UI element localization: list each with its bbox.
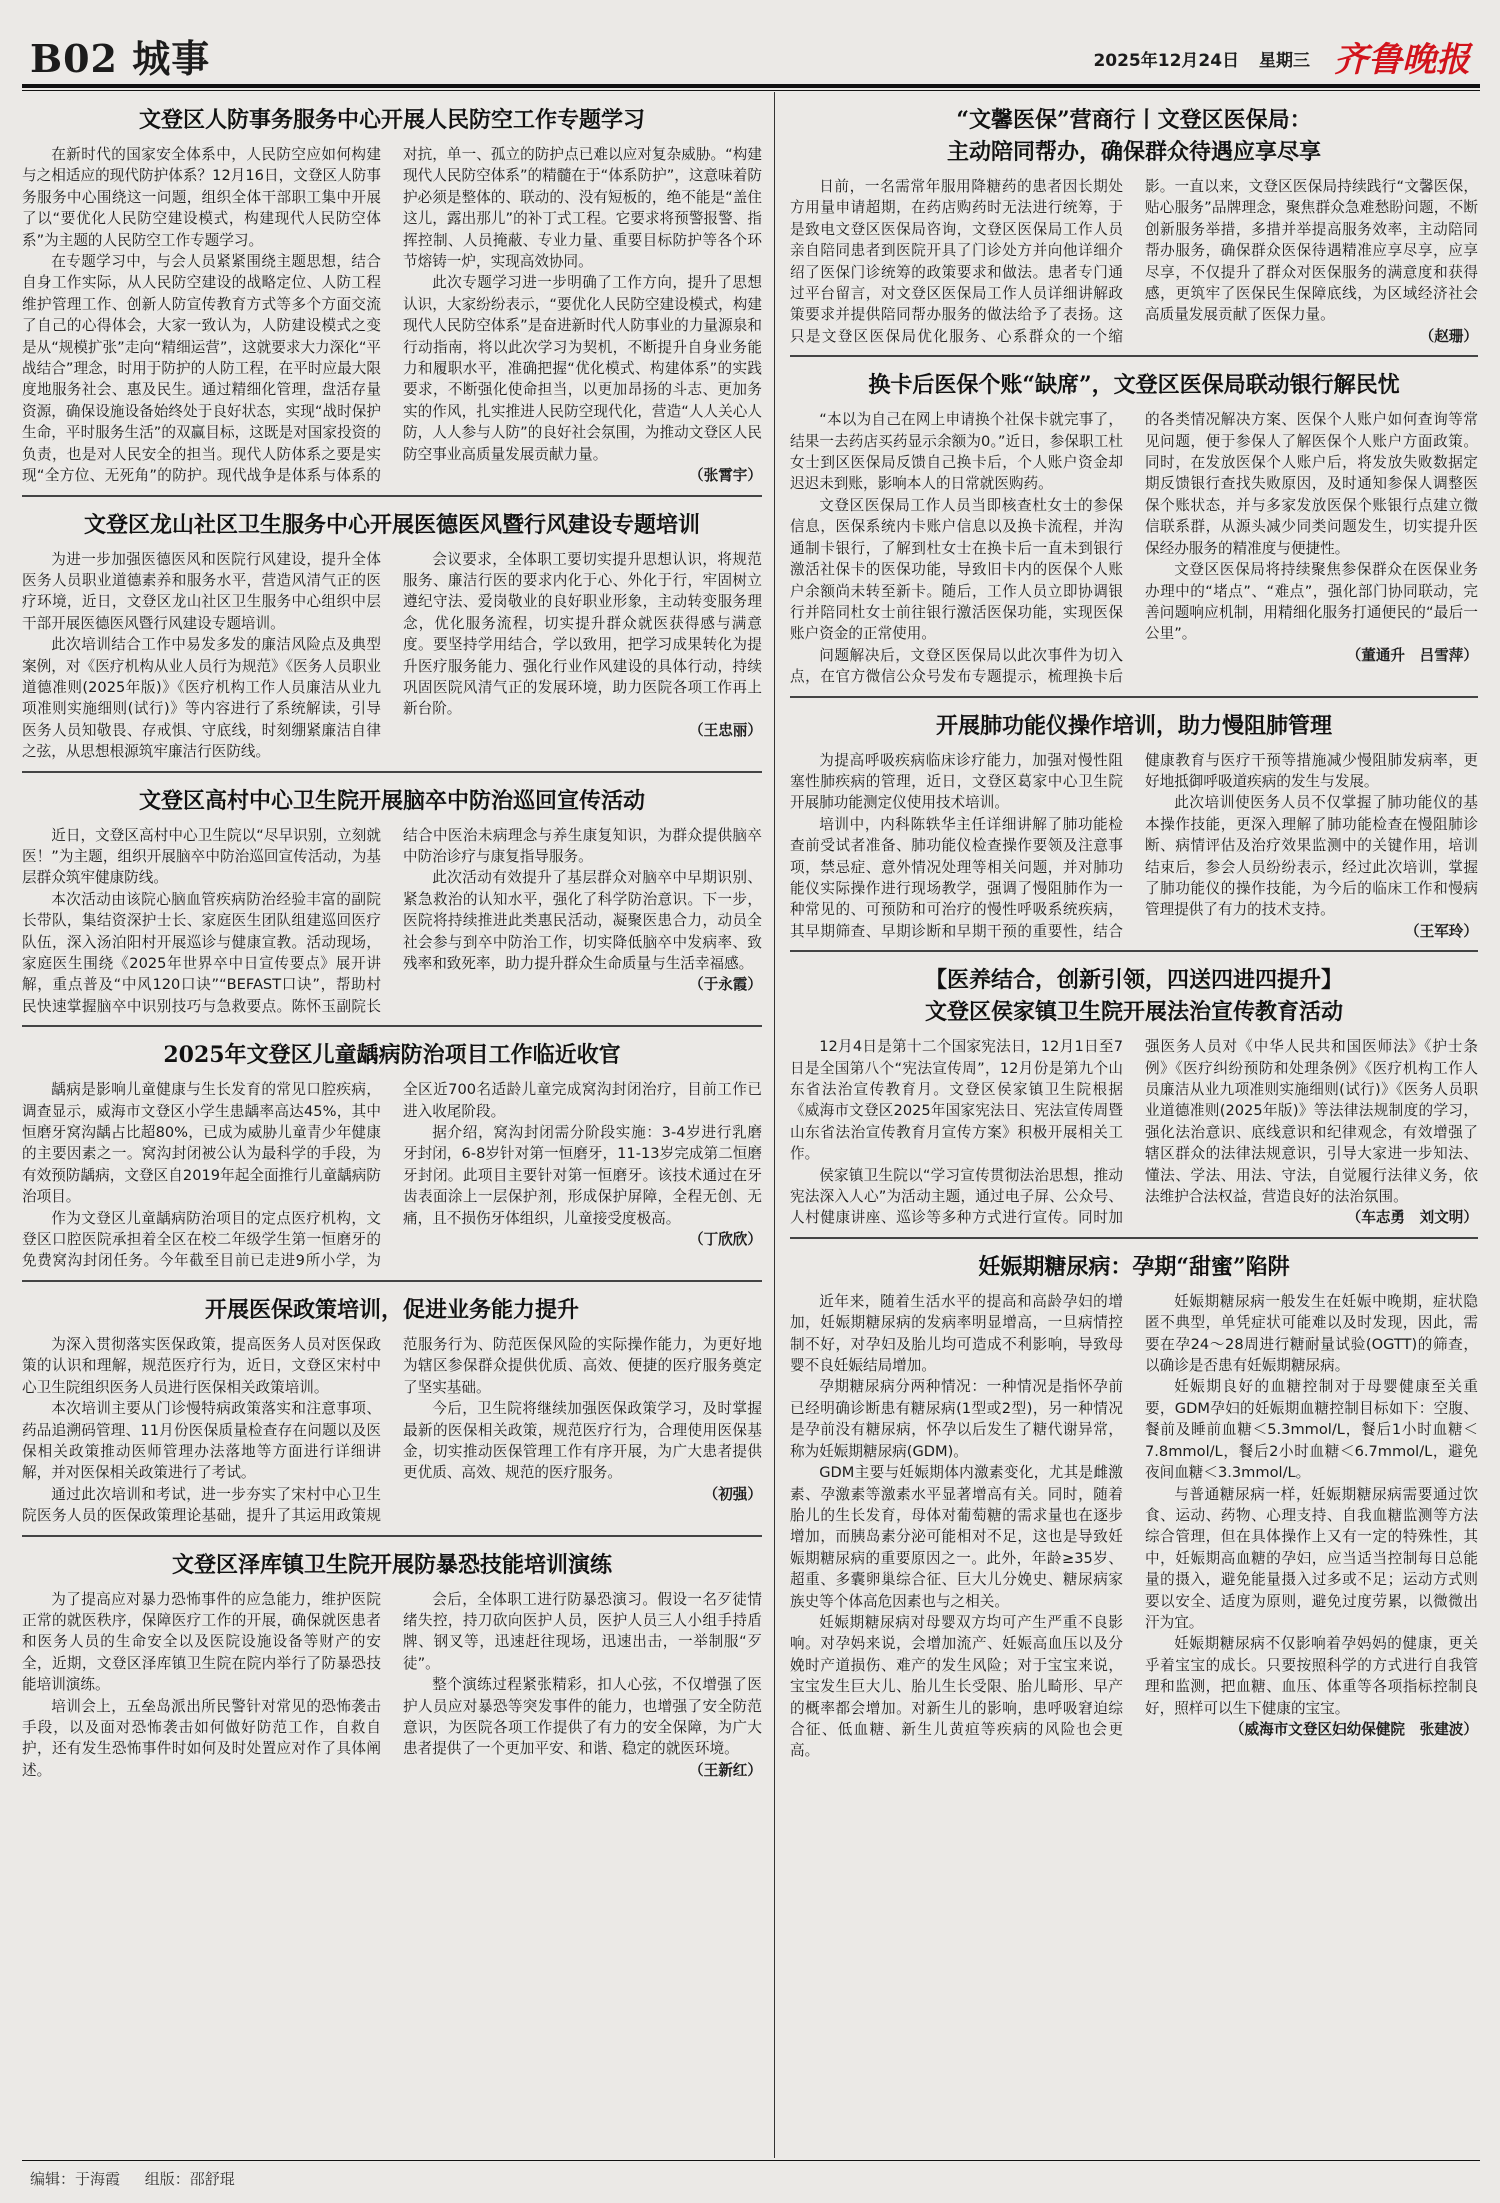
- article-paragraph: 近日，文登区高村中心卫生院以“尽早识别，立刻就医！”为主题，组织开展脑卒中防治巡回宣传活动，为基层群众筑牢健康防线。: [22, 826, 381, 887]
- article-headline: [22, 1549, 762, 1581]
- article-paragraph: 为了提高应对暴力恐怖事件的应急能力，维护医院正常的就医秩序，保障医疗工作的开展，确保就医患者和医务人员的生命安全以及医院设施设备等财产的安全，近期，文登区泽库镇卫生院在院内举行了防暴恐技能培训演练。: [22, 1590, 381, 1694]
- article-headline: [22, 104, 762, 136]
- article-byline: （初强）: [703, 1485, 762, 1503]
- article: [790, 1239, 1478, 1770]
- article-paragraph: 培训中，内科陈轶华主任详细讲解了肺功能检查前受试者准备、肺功能仪检查操作要领及注意事项，禁忌症、意外情况处理等相关问题，并对肺功能仪实际操作进行现场教学，强调了慢阻肺作为一种常见的、可预防和可治疗的慢性呼吸系统疾病，其早期筛查、早期诊断和早期干预的重要性，结合健康教育与医疗干预等措施减少慢阻肺发病率，更好地抵御呼吸道疾病的发生与发展。: [790, 751, 1478, 940]
- article-paragraph: 会议要求，全体职工要切实提升思想认识，将规范服务、廉洁行医的要求内化于心、外化于行，牢固树立遵纪守法、爱岗敬业的良好职业形象，主动转变服务理念，优化服务流程，切实提升群众就医获得感与满意度。要坚持学用结合，学以致用，把学习成果转化为提升医疗服务能力、强化行业作风建设的具体行动，持续巩固医院风清气正的发展环境，助力医院各项工作再上新台阶。: [403, 550, 762, 718]
- article-paragraph: 妊娠期糖尿病一般发生在妊娠中晚期，症状隐匿不典型，单凭症状可能难以及时发现，因此，需要在孕24～28周进行糖耐量试验(OGTT)的筛查，以确诊是否患有妊娠期糖尿病。: [1145, 1292, 1478, 1375]
- article: [22, 1027, 762, 1280]
- article-title: 文登区龙山社区卫生服务中心开展医德医风暨行风建设专题培训: [83, 511, 700, 538]
- article-paragraph: 为深入贯彻落实医保政策，提高医务人员对医保政策的认识和理解，规范医疗行为，近日，文登区宋村中心卫生院组织医务人员进行医保相关政策培训。: [22, 1335, 381, 1396]
- article-headline: [790, 1251, 1478, 1283]
- article-byline: （赵珊）: [1419, 327, 1478, 345]
- article-paragraph: 此次培训使医务人员不仅掌握了肺功能仪的基本操作技能，更深入理解了肺功能检查在慢阻肺诊断、病情评估及治疗效果监测中的关键作用，培训结束后，参会人员纷纷表示，经过此次培训，掌握了肺功能仪的操作技能，为今后的临床工作和慢病管理提供了有力的技术支持。: [1145, 794, 1478, 919]
- article-headline: [790, 964, 1478, 1028]
- article-paragraph: 文登区医保局将持续聚焦参保群众在医保业务办理中的“堵点”、“难点”，强化部门协同联动，完善问题响应机制，用精细化服务打通便民的“最后一公里”。: [1145, 561, 1478, 643]
- article-paragraph: 妊娠期糖尿病不仅影响着孕妈妈的健康，更关乎着宝宝的成长。只要按照科学的方式进行自我管理和监测，把血糖、血压、体重等各项指标控制良好，照样可以生下健康的宝宝。: [1145, 1635, 1478, 1717]
- article-paragraph: 通过此次培训和考试，进一步夯实了宋村中心卫生院医务人员的医保政策理论基础，提升了其运用政策规范服务行为、防范医保风险的实际操作能力，为更好地为辖区参保群众提供优质、高效、便捷的医疗服务奠定了坚实基础。: [22, 1335, 762, 1525]
- article-headline: [22, 509, 762, 541]
- article-title: 换卡后医保个账“缺席”，文登区医保局联动银行解民忧: [868, 372, 1400, 399]
- article-paragraph: 本次活动由该院心脑血管疾病防治经验丰富的副院长带队，集结资深护士长、家庭医生团队组建巡回医疗队伍，深入汤泊阳村开展巡诊与健康宣教。活动现场，家庭医生围绕《2025年世界卒中日宣传要点》展开讲解，重点普及“中风120口诀”“BEFAST口诀”，帮助村民快速掌握脑卒中识别技巧与急救要点。陈怀玉副院长结合中医治未病理念与养生康复知识，为群众提供脑卒中防治诊疗与康复指导服务。: [22, 826, 762, 1015]
- article-paragraph: 妊娠期良好的血糖控制对于母婴健康至关重要，GDM孕妇的妊娠期血糖控制目标如下：空腹、餐前及睡前血糖＜5.3mmol/L，餐后1小时血糖＜7.8mmol/L，餐后2小时血糖＜6.7mmol/L，避免夜间血糖＜3.3mmol/L。: [1145, 1378, 1478, 1482]
- article-body: [22, 1589, 762, 1782]
- article-byline: （车志勇 刘文明）: [1346, 1209, 1478, 1227]
- article-paragraph: 为进一步加强医德医风和医院行风建设，提升全体医务人员职业道德素养和服务水平，营造风清气正的医疗环境，近日，文登区龙山社区卫生服务中心组织中层干部开展医德医风暨行风建设专题培训。: [22, 550, 381, 632]
- article-headline: [790, 369, 1478, 401]
- article-subtitle: 文登区侯家镇卫生院开展法治宣传教育活动: [924, 999, 1343, 1026]
- article-body: [22, 1334, 762, 1527]
- article-paragraph: 侯家镇卫生院以“学习宣传贯彻法治思想，推动宪法深入人心”为活动主题，通过电子屏、公众号、人村健康讲座、巡诊等多种方式进行宣传。同时加强医务人员对《中华人民共和国医师法》《护士条例》《医疗纠纷预防和处理条例》《医疗机构工作人员廉洁从业九项准则实施细则(试行)》《医务人员职业道德准则(2025年版)》等法律法规制度的学习，强化法治意识、底线意识和纪律观念，有效增强了辖区群众的法律法规意识，引导大家进一步知法、懂法、学法、用法、守法，自觉履行法律义务，依法维护合法权益，营造良好的法治氛围。: [790, 1038, 1478, 1227]
- article-paragraph: GDM主要与妊娠期体内激素变化，尤其是雌激素、孕激素等激素水平显著增高有关。同时，随着胎儿的生长发育，母体对葡萄糖的需求量也在逐步增加，而胰岛素分泌可能相对不足，这也是导致妊娠期糖尿病的重要原因之一。此外，年龄≥35岁、超重、多囊卵巢综合征、巨大儿分娩史、糖尿病家族史等个体高危因素也与之相关。: [790, 1464, 1123, 1610]
- issue-weekday: 星期三: [1259, 51, 1310, 71]
- article-byline: （威海市文登区妇幼保健院 张建波）: [1229, 1720, 1478, 1738]
- header-rule: [22, 84, 1480, 88]
- article-paragraph: 会后，全体职工进行防暴恐演习。假设一名歹徒情绪失控，持刀砍向医护人员，医护人员三人小组手持盾牌、钢叉等，迅速赶往现场，迅速出击，一举制服“歹徒”。: [403, 1590, 762, 1672]
- layout-credit: 组版：邵舒琨: [144, 2170, 235, 2188]
- article-paragraph: 本次培训主要从门诊慢特病政策落实和注意事项、药品追溯码管理、11月份医保质量检查存在问题以及医保相关政策推动医师管理办法落地等方面进行详细讲解，并对医保相关政策进行了考试。: [22, 1400, 381, 1482]
- article: [22, 497, 762, 771]
- article-title: 文登区泽库镇卫生院开展防暴恐技能培训演练: [171, 1551, 612, 1578]
- editor-credit: 编辑：于海霞: [30, 2170, 121, 2188]
- article: [22, 92, 762, 495]
- article-paragraph: 妊娠期糖尿病对母婴双方均可产生严重不良影响。对孕妈来说，会增加流产、妊娠高血压以及分娩时产道损伤、难产的发生风险；对于宝宝来说，宝宝发生巨大儿、胎儿生长受限、胎儿畸形、早产的概率都会增加。对新生儿的影响，患呼吸窘迫综合征、低血糖、新生儿黄疸等疾病的风险也会更高。: [790, 1613, 1123, 1760]
- article-paragraph: 孕期糖尿病分两种情况：一种情况是指怀孕前已经明确诊断患有糖尿病(1型或2型)，另一种情况是孕前没有糖尿病，怀孕以后发生了糖代谢异常，称为妊娠期糖尿病(GDM)。: [790, 1378, 1123, 1460]
- article-paragraph: 据介绍，窝沟封闭需分阶段实施：3-4岁进行乳磨牙封闭，6-8岁针对第一恒磨牙，11-13岁完成第二恒磨牙封闭。此项目主要针对第一恒磨牙。该技术通过在牙齿表面涂上一层保护剂，形成保护屏障，全程无创、无痛，且不损伤牙体组织，儿童接受度极高。: [403, 1124, 762, 1227]
- article-title: 开展医保政策培训，促进业务能力提升: [204, 1296, 579, 1323]
- article-headline: [790, 710, 1478, 742]
- article-body: [790, 176, 1478, 347]
- article-headline: [22, 1294, 762, 1326]
- article-byline: （于永霞）: [689, 976, 762, 994]
- article: [22, 1537, 762, 1790]
- article-byline: （王忠丽）: [689, 721, 762, 739]
- article-paragraph: 培训会上，五垒岛派出所民警针对常见的恐怖袭击手段，以及面对恐怖袭击如何做好防范工作，自救自护，还有发生恐怖事件时如何及时处置应对作了具体阐述。: [22, 1697, 381, 1779]
- article-paragraph: 在新时代的国家安全体系中，人民防空应如何构建与之相适应的现代防护体系？12月16日，文登区人防事务服务中心围绕这一问题，组织全体干部职工集中开展了以“要优化人民防空建设模式，构建现代人民防空体系”为主题的人民防空工作专题学习。: [22, 146, 381, 249]
- article-paragraph: 问题解决后，文登区医保局以此次事件为切入点，在官方微信公众号发布专题提示，梳理换卡后的各类情况解决方案、医保个人账户如何查询等常见问题，便于参保人了解医保个人账户方面政策。同时，在发放医保个人账户后，将发放失败数据定期反馈银行查找失败原因，及时通知参保人调整医保个账状态，并与多家发放医保个账银行点建立微信联系群，从源头减少同类问题发生，切实提升医保经办服务的精准度与便捷性。: [790, 411, 1478, 686]
- page-footer: [30, 2168, 255, 2189]
- article-headline: [790, 104, 1478, 168]
- article-paragraph: 此次专题学习进一步明确了工作方向，提升了思想认识，大家纷纷表示，“要优化人民防空建设模式，构建现代人民防空体系”是奋进新时代人防事业的力量源泉和行动指南，将以此次学习为契机，不断提升自身业务能力和履职水平，准确把握“优化模式、构建体系”的实践要求，不断强化使命担当，以更加昂扬的斗志、更加务实的作风，扎实推进人民防空现代化，营造“人人关心人防，人人参与人防”的良好社会氛围，为推动文登区人民防空事业高质量发展贡献力量。: [403, 274, 762, 463]
- article-byline: （张霄宇）: [689, 467, 762, 485]
- article-byline: （董通升 吕雪萍）: [1346, 646, 1478, 664]
- article: [790, 952, 1478, 1237]
- article: [790, 357, 1478, 695]
- article-paragraph: 日前，一名需常年服用降糖药的患者因长期处方用量申请超期，在药店购药时无法进行统筹，于是致电文登区医保局咨询，文登区医保局工作人员亲自陪同患者到医院开具了门诊处方并向他详细介绍了医保门诊统筹的政策要求和做法。患者专门通过平台留言，对文登区医保局工作人员详细讲解政策要求并提供陪同帮办服务的做法给予了表扬。这只是文登区医保局优化服务、心系群众的一个缩影。一直以来，文登区医保局持续践行“文馨医保，贴心服务”品牌理念，聚焦群众急难愁盼问题，不断创新服务举措，多措并举提高服务效率，主动陪同帮办服务，确保群众医保待遇精准应享尽享，应享尽享，不仅提升了群众对医保服务的满意度和获得感，更筑牢了医保民生保障底线，为区域经济社会高质量发展贡献了医保力量。: [790, 178, 1478, 345]
- article-paragraph: 整个演练过程紧张精彩，扣人心弦，不仅增强了医护人员应对暴恐等突发事件的能力，也增强了安全防范意识，为医院各项工作提供了有力的安全保障，为广大患者提供了一个更加平安、和谐、稳定的就医环境。: [403, 1676, 762, 1758]
- article-paragraph: 近年来，随着生活水平的提高和高龄孕妇的增加，妊娠期糖尿病的发病率明显增高，一旦病情控制不好，对孕妇及胎儿均可造成不利影响，导致母婴不良妊娠结局增加。: [790, 1292, 1123, 1375]
- page-header: [30, 22, 1470, 84]
- article-paragraph: 为提高呼吸疾病临床诊疗能力，加强对慢性阻塞性肺疾病的管理，近日，文登区葛家中心卫生院开展肺功能测定仪使用技术培训。: [790, 751, 1123, 812]
- article-paragraph: 12月4日是第十二个国家宪法日，12月1日至7日是全国第八个“宪法宣传周”，12月份是第九个山东省法治宣传教育月。文登区侯家镇卫生院根据《威海市文登区2025年国家宪法日、宪法宣传周暨山东省法治宣传教育月宣传方案》积极开展相关工作。: [790, 1038, 1123, 1163]
- article-paragraph: 与普通糖尿病一样，妊娠期糖尿病需要通过饮食、运动、药物、心理支持、自我血糖监测等方法综合管理，但在具体操作上又有一定的特殊性，其中，妊娠期高血糖的孕妇，应当适当控制每日总能量的摄入，避免能量摄入过多或不足；运动方式则要以安全、适度为原则，避免过度劳累，以微微出汗为宜。: [1145, 1485, 1478, 1631]
- article-paragraph: 文登区医保局工作人员当即核查杜女士的参保信息，医保系统内卡账户信息以及换卡流程，并沟通制卡银行，了解到杜女士在换卡后一直未到银行激活社保卡的医保功能，导致旧卡内的医保个人账户余额尚未转至新卡。随后，工作人员立即协调银行并陪同杜女士前往银行激活医保功能，实现医保账户资金的正常使用。: [790, 496, 1123, 643]
- article-paragraph: 此次活动有效提升了基层群众对脑卒中早期识别、紧急救治的认知水平，强化了科学防治意识。下一步，医院将持续推进此类惠民活动，凝聚医患合力，动员全社会参与到卒中防治工作，切实降低脑卒中发病率、致残率和致死率，助力提升群众生命质量与生活幸福感。: [403, 869, 762, 972]
- article-headline: [22, 785, 762, 817]
- article-title: “文馨医保”营商行丨文登区医保局：: [956, 107, 1312, 133]
- article-title: 【医养结合，创新引领，四送四进四提升】: [924, 967, 1343, 994]
- article-byline: （王新红）: [689, 1761, 762, 1779]
- article-paragraph: 龋病是影响儿童健康与生长发育的常见口腔疾病，调查显示，威海市文登区小学生患龋率高达45%，其中恒磨牙窝沟龋占比超80%，已成为威胁儿童青少年健康的主要因素之一。窝沟封闭被公认为最科学的手段，为有效预防龋病，文登区自2019年起全面推行儿童龋病防治项目。: [22, 1081, 381, 1206]
- header-rule-thin: [22, 90, 1480, 91]
- article-paragraph: “本以为自己在网上申请换个社保卡就完事了，结果一去药店买药显示余额为0。”近日，参保职工杜女士到区医保局反馈自己换卡后，个人账户资金却迟迟未到账，影响本人的日常就医购药。: [790, 411, 1123, 493]
- article-body: [790, 1291, 1478, 1762]
- article: [790, 698, 1478, 951]
- article-paragraph: 在专题学习中，与会人员紧紧围绕主题思想，结合自身工作实际，从人民防空建设的战略定位、人防工程维护管理工作、创新人防宣传教育方式等多个方面交流了自己的心得体会，大家一致认为，人防建设模式之变是从“规模扩张”走向“精细运营”，这就要求大力深化“平战结合”理念，时用于防护的人防工程，在平时应最大限度地服务社会、惠及民生。通过精细化管理，盘活存量资源，确保设施设备始终处于良好状态，实现“战时保护生命，平时服务生活”的双赢目标，这既是对国家投资的负责，也是对人民安全的担当。现代人防体系之要是实现“全方位、无死角”的防护。现代战争是体系与体系的对抗，单一、孤立的防护点已难以应对复杂威胁。“构建现代人民防空体系”的精髓在于“体系防护”，这意味着防护必须是整体的、联动的、没有短板的，绝不能是“盖住这儿，露出那儿”的补丁式工程。它要求将预警报警、指挥控制、人员掩蔽、专业力量、重要目标防护等各个环节熔铸一炉，实现高效协同。: [22, 146, 762, 485]
- article-body: [22, 549, 762, 763]
- article: [22, 1282, 762, 1535]
- article-title: 2025年文登区儿童龋病防治项目工作临近收官: [163, 1042, 621, 1069]
- page-label: B02 城事: [30, 36, 211, 81]
- article-paragraph: 此次培训结合工作中易发多发的廉洁风险点及典型案例，对《医疗机构从业人员行为规范》《医务人员职业道德准则(2025年版)》《医疗机构工作人员廉洁从业九项准则实施细则(试行)》等内容进行了系统解读，引导医务人员知敬畏、存戒惧、守底线，时刻绷紧廉洁自律之弦，从思想根源筑牢廉洁行医防线。: [22, 636, 381, 761]
- article-title: 开展肺功能仪操作培训，助力慢阻肺管理: [935, 712, 1332, 739]
- article-body: [790, 750, 1478, 943]
- newspaper-logo: 齐鲁晚报: [1334, 40, 1470, 80]
- article-byline: （王军玲）: [1405, 922, 1478, 940]
- article-byline: （丁欣欣）: [689, 1231, 762, 1249]
- article-body: [22, 825, 762, 1018]
- article-body: [790, 1036, 1478, 1229]
- article-title: 文登区高村中心卫生院开展脑卒中防治巡回宣传活动: [138, 787, 645, 814]
- article-body: [22, 144, 762, 487]
- article-paragraph: 作为文登区儿童龋病防治项目的定点医疗机构，文登区口腔医院承担着全区在校二年级学生第一恒磨牙的免费窝沟封闭任务。今年截至目前已走进9所小学，为全区近700名适龄儿童完成窝沟封闭治疗，目前工作已进入收尾阶段。: [22, 1081, 762, 1270]
- column-divider: [774, 92, 775, 2158]
- article-title: 妊娠期糖尿病：孕期“甜蜜”陷阱: [978, 1253, 1290, 1280]
- left-column: [22, 92, 762, 1789]
- date-info: [1093, 46, 1310, 71]
- article-headline: [22, 1039, 762, 1071]
- issue-date: 2025年12月24日: [1093, 51, 1240, 71]
- right-column: [790, 92, 1478, 1770]
- article: [790, 92, 1478, 355]
- article-title: 文登区人防事务服务中心开展人民防空工作专题学习: [138, 107, 645, 133]
- article-subtitle: 主动陪同帮办，确保群众待遇应享尽享: [946, 139, 1321, 165]
- article-paragraph: 今后，卫生院将继续加强医保政策学习，及时掌握最新的医保相关政策，规范医疗行为，合理使用医保基金，切实推动医保管理工作有序开展，为广大患者提供更优质、高效、规范的医疗服务。: [403, 1400, 762, 1482]
- footer-rule: [22, 2160, 1480, 2161]
- article-body: [22, 1079, 762, 1272]
- article-body: [790, 409, 1478, 687]
- article: [22, 773, 762, 1026]
